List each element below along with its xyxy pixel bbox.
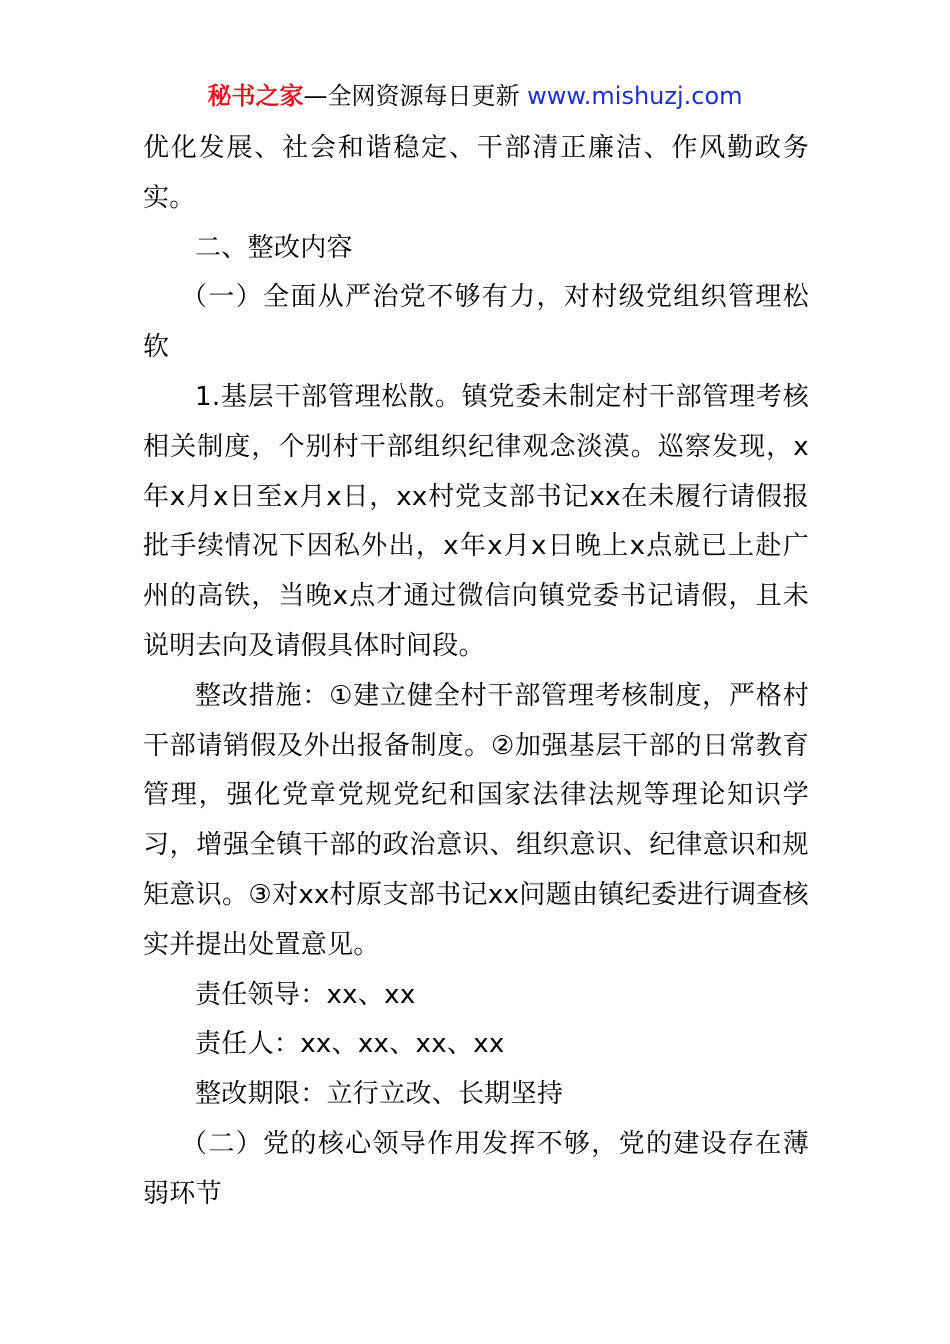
- header-brand: 秘书之家: [207, 82, 304, 110]
- document-body: [143, 124, 809, 1220]
- issue-paragraph: 1.基层干部管理松散。镇党委未制定村干部管理考核相关制度，个别村干部组织纪律观念淡漠。巡察发现，x年x月x日至x月x日，xx村党支部书记xx在未履行请假报批手续情况下因私外出，x年x月x日晚上x点就已上赴广州的高铁，当晚x点才通过微信向镇党委书记请假，且未说明去向及请假具体时间段。: [143, 381, 809, 661]
- subsection-heading: （二）党的核心领导作用发挥不够，党的建设存在薄弱环节: [143, 1128, 809, 1209]
- subsection-heading: （一）全面从严治党不够有力，对村级党组织管理松软: [143, 282, 809, 363]
- responsible-persons: 责任人：xx、xx、xx、xx: [195, 1029, 505, 1060]
- page-header: [0, 80, 950, 112]
- paragraph-continuation: 优化发展、社会和谐稳定、干部清正廉洁、作风勤政务实。: [143, 133, 809, 213]
- responsible-leader: 责任领导：xx、xx: [195, 979, 416, 1010]
- section-heading: 二、整改内容: [195, 232, 353, 263]
- deadline: 整改期限：立行立改、长期坚持: [195, 1079, 564, 1110]
- measures-paragraph: 整改措施：①建立健全村干部管理考核制度，严格村干部请销假及外出报备制度。②加强基层干部的日常教育管理，强化党章党规党纪和国家法律法规等理论知识学习，增强全镇干部的政治意识、组织意识、纪律意识和规矩意识。③对xx村原支部书记xx问题由镇纪委进行调查核实并提出处置意见。: [143, 680, 809, 960]
- header-tagline: —全网资源每日更新: [303, 82, 520, 110]
- header-url-link[interactable]: www.mishuzj.com: [527, 82, 743, 110]
